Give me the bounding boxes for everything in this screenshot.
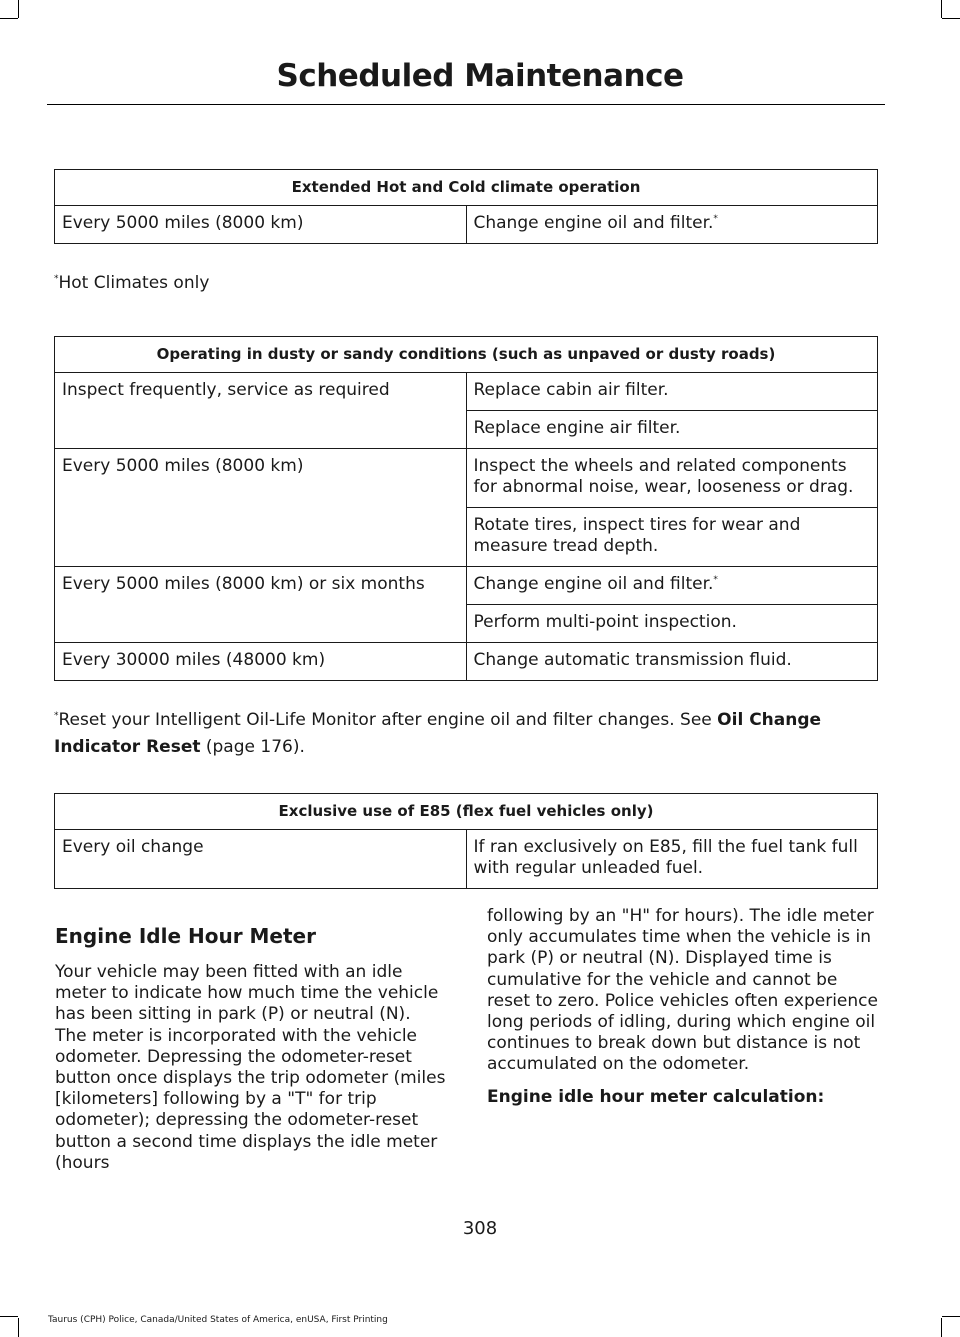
- left-column: [55, 924, 447, 1184]
- action-cell: Change automatic transmission fluid.: [466, 643, 878, 681]
- action-cell: If ran exclusively on E85, fill the fuel tank full with regular unleaded fuel.: [466, 830, 878, 889]
- hot-cold-climate-table: [54, 169, 878, 244]
- footnote-mark: *: [713, 214, 718, 224]
- interval-cell: Inspect frequently, service as required: [55, 373, 467, 449]
- table-row: [55, 449, 878, 508]
- action-cell: Change engine oil and filter.*: [466, 206, 878, 244]
- crop-mark: [0, 1316, 18, 1317]
- crop-mark: [18, 0, 19, 18]
- hot-climates-note: *Hot Climates only: [54, 273, 210, 293]
- interval-cell: Every 5000 miles (8000 km): [55, 449, 467, 567]
- crop-mark: [0, 18, 18, 19]
- oil-reset-note: *Reset your Intelligent Oil-Life Monitor after engine oil and filter changes. See Oil Change Indicator Reset (page 176).: [54, 710, 822, 757]
- paragraph: Your vehicle may been fitted with an idle meter to indicate how much time the vehicle has been sitting in park (P) or neutral (N). The meter is incorporated with the vehicle odometer. Depressing the odometer-reset button once displays the trip odometer (miles [kilometers] following by a "T" for trip odometer); depressing the odometer-reset button a second time displays the idle meter (hours: [55, 962, 446, 1173]
- page-number: 308: [462, 1218, 498, 1239]
- action-cell: Replace engine air filter.: [466, 411, 878, 449]
- action-cell: Replace cabin air filter.: [466, 373, 878, 411]
- subheading: Engine idle hour meter calculation:: [487, 1086, 825, 1107]
- action-cell: Change engine oil and filter.*: [466, 567, 878, 605]
- crop-mark: [941, 1318, 942, 1337]
- table-heading: Exclusive use of E85 (flex fuel vehicles only): [55, 794, 878, 830]
- dusty-conditions-table: [54, 336, 878, 681]
- table-row: [55, 373, 878, 411]
- footnote-mark: *: [713, 575, 718, 585]
- crop-mark: [942, 18, 960, 19]
- crop-mark: [18, 1318, 19, 1337]
- table-heading: Operating in dusty or sandy conditions (such as unpaved or dusty roads): [55, 337, 878, 373]
- paragraph: following by an "H" for hours). The idle meter only accumulates time when the vehicle is in park (P) or neutral (N). Displayed time is cumulative for the vehicle and cannot be reset to zero. Police vehicles often experience long periods of idling, during which engine oil continues to break down but distance is not accumulated on the odometer.: [487, 906, 878, 1075]
- right-column: [487, 906, 879, 1108]
- title-divider: [47, 104, 885, 105]
- action-cell: Perform multi-point inspection.: [466, 605, 878, 643]
- table-row: [55, 830, 878, 889]
- page-title: Scheduled Maintenance: [276, 58, 684, 94]
- table-row: [55, 206, 878, 244]
- table-row: [55, 567, 878, 605]
- section-title: Engine Idle Hour Meter: [55, 924, 316, 948]
- interval-cell: Every 30000 miles (48000 km): [55, 643, 467, 681]
- cross-reference-link[interactable]: Oil Change Indicator Reset: [54, 710, 822, 757]
- interval-cell: Every 5000 miles (8000 km) or six months: [55, 567, 467, 643]
- action-cell: Rotate tires, inspect tires for wear and measure tread depth.: [466, 508, 878, 567]
- table-heading: Extended Hot and Cold climate operation: [55, 170, 878, 206]
- e85-table: [54, 793, 878, 889]
- crop-mark: [942, 1316, 960, 1317]
- interval-cell: Every oil change: [55, 830, 467, 889]
- table-row: [55, 643, 878, 681]
- footer-text: Taurus (CPH) Police, Canada/United States of America, enUSA, First Printing: [48, 1315, 388, 1325]
- crop-mark: [941, 0, 942, 18]
- interval-cell: Every 5000 miles (8000 km): [55, 206, 467, 244]
- action-cell: Inspect the wheels and related components for abnormal noise, wear, looseness or drag.: [466, 449, 878, 508]
